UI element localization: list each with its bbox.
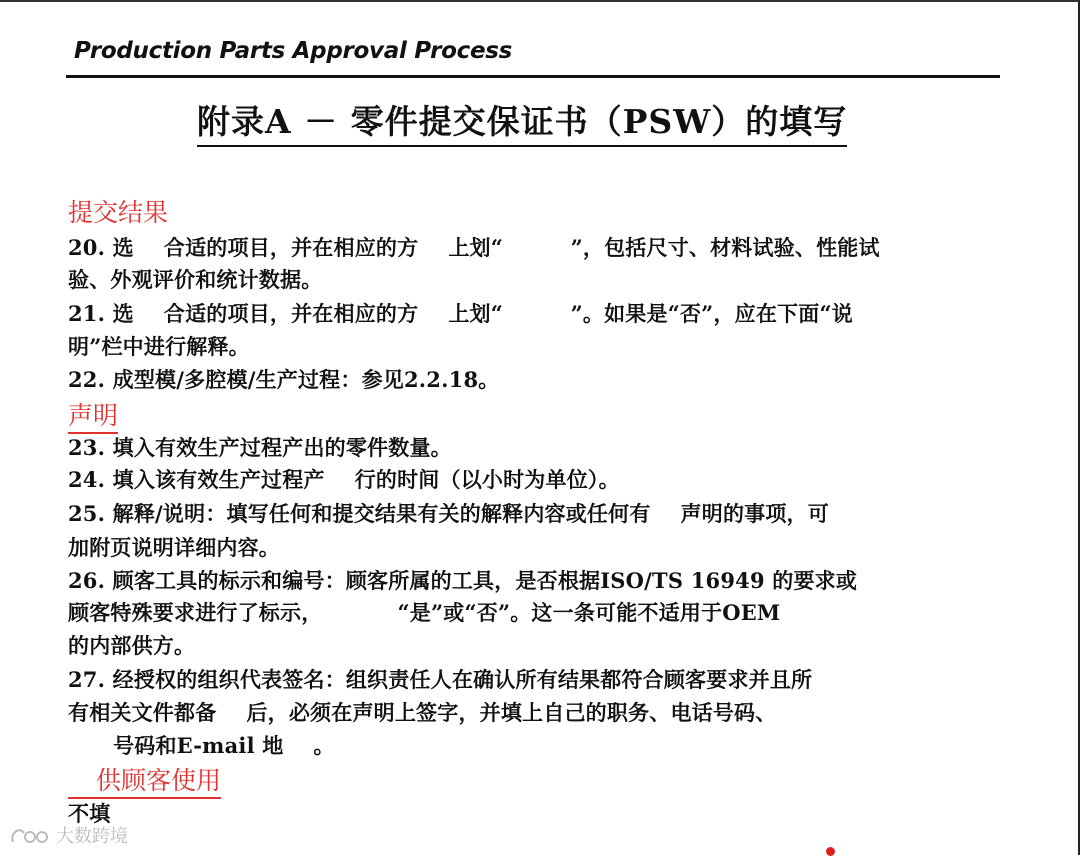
declaration-line-27: 27. 经授权的组织代表签名：组织责任人在确认所有结果都符合顾客要求并且所 — [68, 667, 813, 692]
declaration-line-23: 23. 填入有效生产过程产出的零件数量。 — [68, 435, 452, 460]
section-heading-declaration: 声明 — [68, 396, 118, 434]
declaration-line-27-end: 号码和E-mail 地 。 — [68, 733, 335, 758]
declaration-line-25-cont: 加附页说明详细内容。 — [68, 535, 280, 560]
declaration-line-26-end: 的内部供方。 — [68, 633, 196, 658]
chat-bubble-logo-icon — [10, 828, 50, 846]
declaration-line-24: 24. 填入该有效生产过程产 行的时间（以小时为单位）。 — [68, 467, 620, 492]
submission-line-21: 21. 选 合适的项目，并在相应的方 上划“ ”。如果是“否”，应在下面“说 — [68, 301, 853, 326]
document-title: 附录A － 零件提交保证书（PSW）的填写 — [197, 96, 847, 147]
header-title: Production Parts Approval Process — [74, 38, 513, 64]
submission-line-21-cont: 明”栏中进行解释。 — [68, 334, 250, 359]
declaration-line-26: 26. 顾客工具的标示和编号：顾客所属的工具，是否根据ISO/TS 16949 的要求或 — [68, 568, 858, 593]
section-heading-customer-use: 供顾客使用 — [68, 761, 221, 799]
watermark — [10, 822, 128, 848]
submission-line-20: 20. 选 合适的项目，并在相应的方 上划“ ”，包括尺寸、材料试验、性能试 — [68, 235, 880, 260]
declaration-line-25: 25. 解释/说明：填写任何和提交结果有关的解释内容或任何有 声明的事项，可 — [68, 501, 829, 526]
header-divider — [66, 75, 1000, 78]
declaration-line-26-cont: 顾客特殊要求进行了标示， “是”或“否”。这一条可能不适用于OEM — [68, 600, 781, 625]
declaration-line-27-cont: 有相关文件都备 后，必须在声明上签字，并填上自己的职务、电话号码、 — [68, 700, 777, 725]
submission-line-20-cont: 验、外观评价和统计数据。 — [68, 267, 323, 292]
customer-use-text: 不填 — [68, 801, 111, 826]
section-heading-submission-results: 提交结果 — [68, 198, 169, 227]
watermark-text: 大数跨境 — [56, 826, 128, 847]
submission-line-22: 22. 成型模/多腔模/生产过程：参见2.2.18。 — [68, 367, 500, 392]
